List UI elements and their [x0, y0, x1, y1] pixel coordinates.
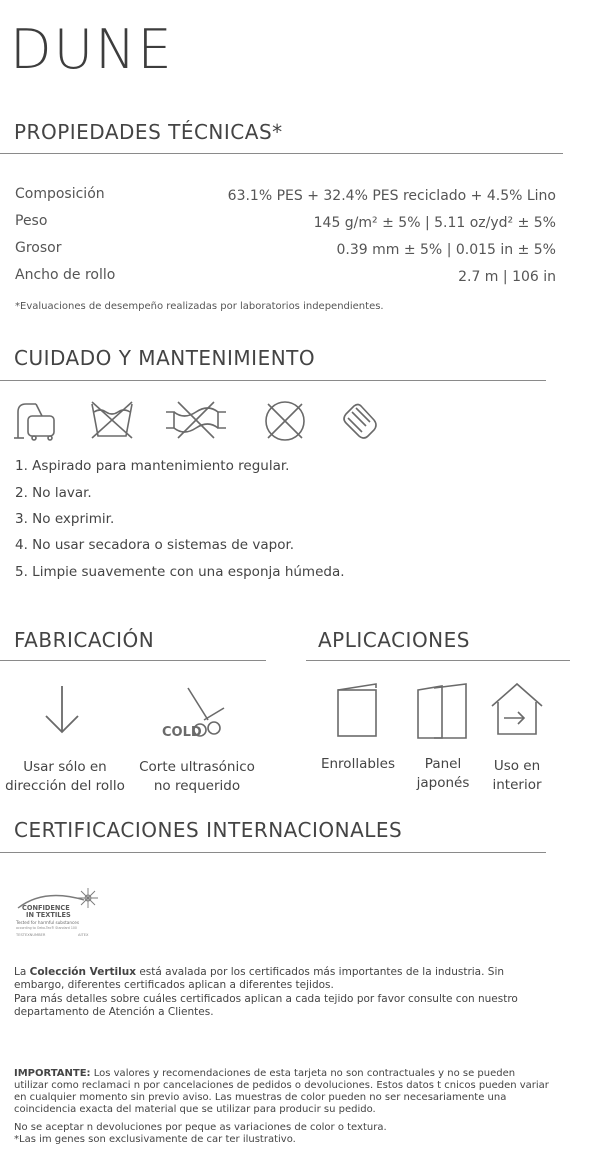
- composition-value: 63.1% PES + 32.4% PES reciclado + 4.5% Lino: [227, 188, 556, 204]
- logo-line3: Tested for harmful substances: [16, 920, 80, 925]
- page-title: DUNE: [10, 18, 174, 81]
- logo-line5: TESTEXNUMBER: [16, 933, 46, 937]
- composition-label: Composición: [15, 186, 105, 202]
- care-divider: [0, 380, 546, 381]
- arrow-down-icon: [42, 684, 82, 736]
- care-item-3: 3. No exprimir.: [15, 511, 115, 527]
- certifications-heading: CERTIFICACIONES INTERNACIONALES: [14, 818, 403, 842]
- roll-width-label: Ancho de rollo: [15, 267, 116, 283]
- applications-divider: [306, 660, 570, 661]
- panel-track-icon: [414, 682, 470, 740]
- roller-blind-caption: Enrollables: [320, 756, 396, 772]
- care-heading: CUIDADO Y MANTENIMIENTO: [14, 346, 316, 370]
- thickness-value: 0.39 mm ± 5% | 0.015 in ± 5%: [336, 242, 556, 258]
- logo-line2: IN TEXTILES: [26, 911, 71, 919]
- weight-label: Peso: [15, 213, 48, 229]
- cold-label: COLD: [162, 725, 202, 738]
- fabrication-heading: FABRICACIÓN: [14, 628, 155, 652]
- technical-divider: [0, 153, 563, 154]
- hand-sponge-icon: [338, 398, 384, 444]
- logo-line6: AITEX: [78, 933, 89, 937]
- technical-properties-heading: PROPIEDADES TÉCNICAS*: [14, 120, 283, 144]
- care-item-1: 1. Aspirado para mantenimiento regular.: [15, 458, 290, 474]
- no-wring-icon: [164, 400, 228, 440]
- certifications-divider: [0, 852, 546, 853]
- roll-direction-caption: Usar sólo en dirección del rollo: [5, 759, 125, 794]
- logo-line1: CONFIDENCE: [22, 904, 70, 912]
- disclaimer-text: IMPORTANTE: Los valores y recomendaciones de esta tarjeta no son contractuales y no se pueden utilizar como reclamaci n por cancelaciones de pedidos o devoluciones. Estos datos t cnicos pueden variar en cualquier momento sin previo aviso. Las muestras de color pueden no ser necesariamente una coincidencia exacta del material que se utilizar para producir su pedido.: [14, 1068, 549, 1115]
- technical-footnote: *Evaluaciones de desempeño realizadas por laboratorios independientes.: [15, 301, 384, 312]
- home-interior-icon: [488, 680, 546, 738]
- care-item-2: 2. No lavar.: [15, 485, 92, 501]
- applications-heading: APLICACIONES: [318, 628, 470, 652]
- care-item-4: 4. No usar secadora o sistemas de vapor.: [15, 537, 295, 553]
- certifications-paragraph-2: Para más detalles sobre cuáles certificados aplican a cada tejido por favor consulte con nuestro departamento de Atención a Clientes.: [14, 993, 518, 1018]
- no-wash-icon: [88, 398, 136, 442]
- interior-caption: Uso en interior: [492, 758, 542, 793]
- disclaimer-returns: No se aceptar n devoluciones por peque as variaciones de color o textura.: [14, 1122, 387, 1133]
- oeko-tex-logo: [14, 886, 100, 940]
- roll-width-value: 2.7 m | 106 in: [458, 269, 556, 285]
- fabrication-divider: [0, 660, 266, 661]
- vacuum-icon: [12, 398, 58, 444]
- cold-scissors-icon: [162, 686, 236, 738]
- logo-line4: according to Oeko-Tex® Standard 100: [16, 926, 77, 930]
- roller-blind-icon: [334, 682, 382, 740]
- disclaimer-images: *Las im genes son exclusivamente de car ter ilustrativo.: [14, 1134, 296, 1145]
- ultrasonic-cut-caption: Corte ultrasónico no requerido: [139, 759, 255, 794]
- panel-caption: Panel japonés: [416, 756, 470, 791]
- care-item-5: 5. Limpie suavemente con una esponja húmeda.: [15, 564, 345, 580]
- certifications-paragraph-1: La Colección Vertilux está avalada por los certificados más importantes de la industria. Sin embargo, diferentes certificados aplican a diferentes tejidos.: [14, 966, 505, 991]
- thickness-label: Grosor: [15, 240, 62, 256]
- weight-value: 145 g/m² ± 5% | 5.11 oz/yd² ± 5%: [313, 215, 556, 231]
- no-tumble-dry-icon: [262, 398, 308, 444]
